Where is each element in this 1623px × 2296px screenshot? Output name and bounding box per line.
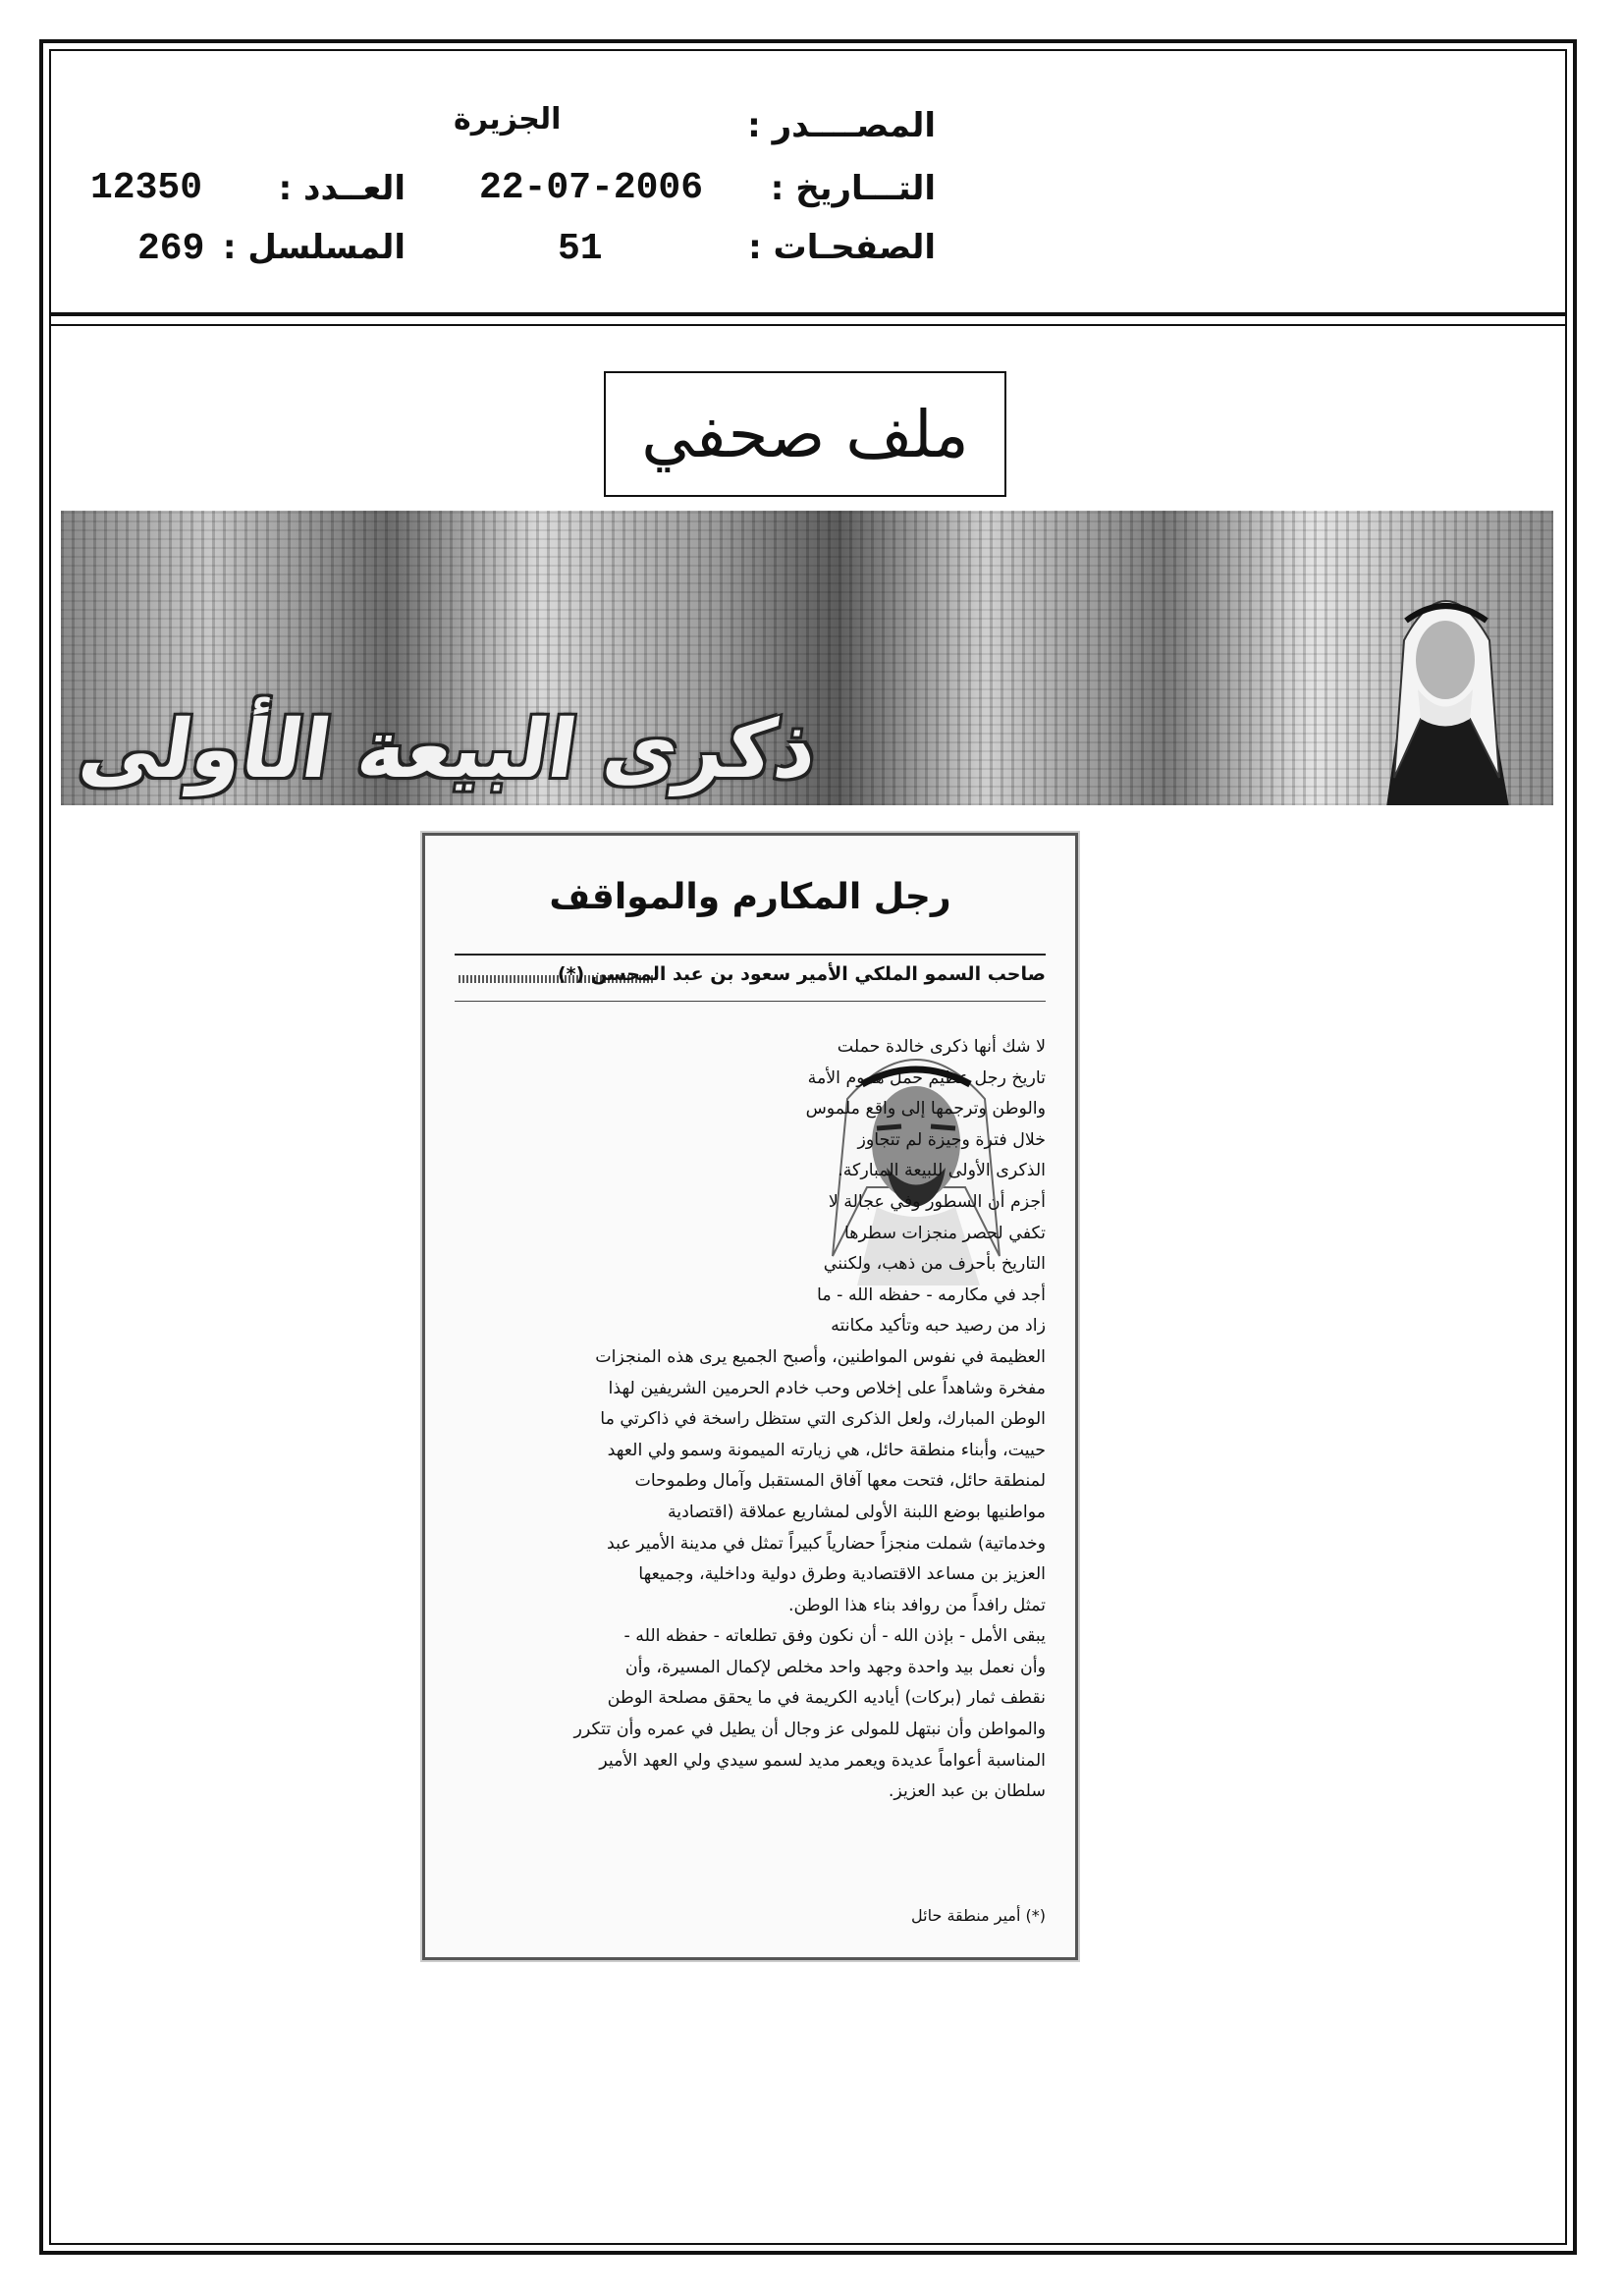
article-line: العزيز بن مساعد الاقتصادية وطرق دولية وداخلية، وجميعها — [638, 1564, 1046, 1585]
banner-portrait-icon — [1377, 522, 1514, 805]
article-line: مواطنيها بوضع اللبنة الأولى لمشاريع عملاقة (اقتصادية — [667, 1502, 1046, 1522]
banner-caption: ذكرى البيعة الأولى — [74, 703, 823, 796]
header-divider — [49, 312, 1567, 326]
article-line: وأن نعمل بيد واحدة وجهد واحد مخلص لإكمال المسيرة، وأن — [624, 1657, 1046, 1677]
article-line: الوطن المبارك، ولعل الذكرى التي ستظل راسخة في ذاكرتي ما — [600, 1409, 1046, 1430]
issue-value: 12350 — [90, 167, 203, 209]
article-line: حييت، وأبناء منطقة حائل، هي زيارته الميمونة وسمو ولي العهد — [607, 1440, 1046, 1460]
issue-label: العــدد : — [278, 169, 406, 208]
article-line: لمنطقة حائل، فتحت معها آفاق المستقبل وآمال وطموحات — [634, 1471, 1046, 1492]
article-line: سلطان بن عبد العزيز. — [888, 1781, 1046, 1802]
date-value: 22-07-2006 — [479, 167, 704, 209]
article-line: وخدماتية) شملت منجزاً حضارياً كبيراً تمثل في مدينة الأمير عبد — [606, 1533, 1046, 1554]
article-line: زاد من رصيد حبه وتأكيد مكانته — [831, 1316, 1046, 1337]
article-byline: صاحب السمو الملكي الأمير سعود بن عبد المحسن (*) — [557, 963, 1046, 985]
article-line: العظيمة في نفوس المواطنين، وأصبح الجميع يرى هذه المنجزات — [595, 1346, 1046, 1367]
banner — [61, 511, 1553, 805]
pages-value: 51 — [558, 228, 603, 270]
article-clipping — [422, 833, 1078, 1960]
article-line: الذكرى الأولى للبيعة المباركة. — [838, 1161, 1046, 1181]
article-line: التاريخ بأحرف من ذهب، ولكنني — [823, 1254, 1046, 1275]
page-title: ملف صحفي — [641, 396, 969, 472]
article-line: تكفي لحصر منجزات سطرها — [843, 1223, 1046, 1243]
byline-rule — [455, 1001, 1046, 1002]
headline-rule — [455, 954, 1046, 956]
article-line: والمواطن وأن نبتهل للمولى عز وجال أن يطيل في عمره وأن تتكرر — [573, 1720, 1046, 1740]
source-label: المصــــدر : — [747, 106, 936, 145]
pages-label: الصفحـات : — [748, 228, 936, 267]
article-line: مفخرة وشاهداً على إخلاص وحب خادم الحرمين الشريفين لهذا — [608, 1378, 1046, 1398]
article-line: تمثل رافداً من روافد بناء هذا الوطن. — [787, 1595, 1046, 1615]
date-label: التـــاريخ : — [770, 169, 936, 208]
article-line: لا شك أنها ذكرى خالدة حملت — [837, 1037, 1046, 1057]
article-footnote: (*) أمير منطقة حائل — [911, 1906, 1046, 1925]
serial-label: المسلسل : — [222, 228, 406, 267]
article-body — [442, 1032, 1046, 1808]
title-box — [604, 371, 1006, 497]
article-line: نقطف ثمار (بركات) أياديه الكريمة في ما يحقق مصلحة الوطن — [607, 1688, 1046, 1709]
article-line: والوطن وترجمها إلى واقع ملموس — [805, 1099, 1046, 1120]
article-line: تاريخ رجل عظيم حمل هموم الأمة — [807, 1067, 1046, 1088]
article-headline: رجل المكارم والمواقف — [549, 877, 951, 917]
article-line: المناسبة أعواماً عديدة ويعمر مديد لسمو سيدي ولي العهد الأمير — [599, 1750, 1046, 1771]
article-line: خلال فترة وجيزة لم تتجاوز — [857, 1129, 1046, 1150]
serial-value: 269 — [137, 228, 205, 270]
article-line: يبقى الأمل - بإذن الله - أن نكون وفق تطلعاته - حفظه الله - — [623, 1626, 1046, 1647]
source-value: الجزيرة — [454, 102, 562, 137]
article-line: أجزم أن السطور وفي عجالة لا — [828, 1191, 1046, 1212]
article-line: أجد في مكارمه - حفظه الله - ما — [817, 1285, 1046, 1305]
